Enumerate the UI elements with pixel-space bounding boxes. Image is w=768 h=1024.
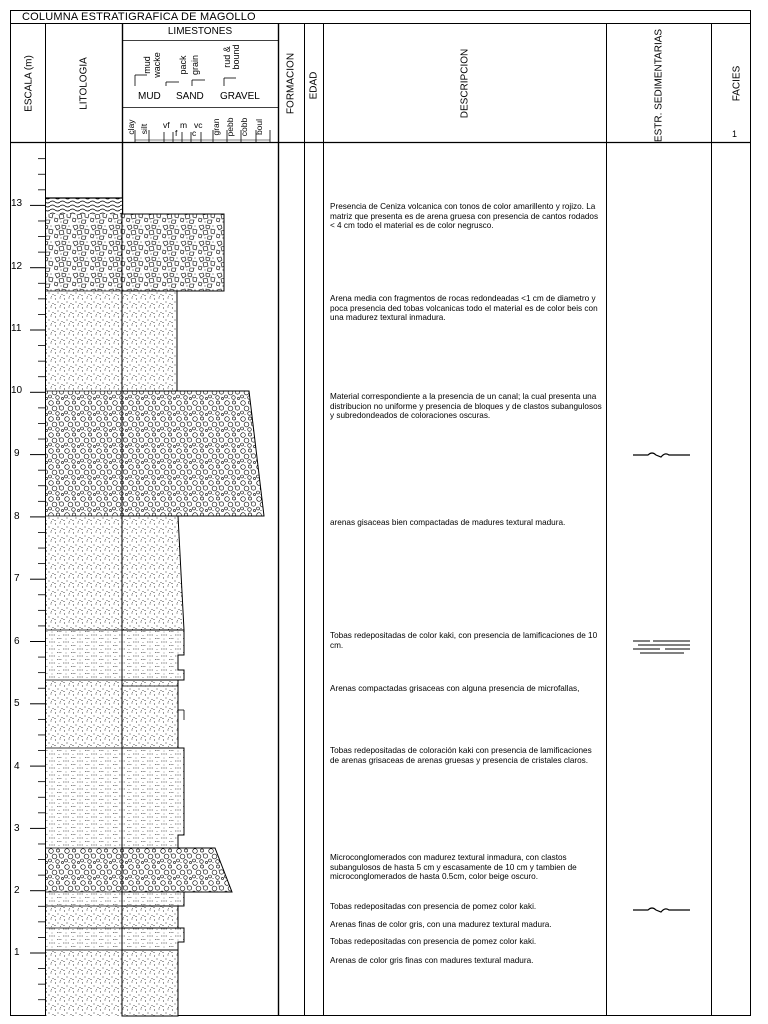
sand-layer-left-2 (46, 516, 122, 630)
scale-label-5: 5 (14, 698, 20, 709)
scale-label-7: 7 (14, 573, 20, 584)
scale-label-2: 2 (14, 885, 20, 896)
scale-label-3: 3 (14, 823, 20, 834)
grain-size-pebb: pebb (225, 117, 235, 137)
description-tobas-pomez-1: Tobas redepositadas con presencia de pomez color kaki. (330, 902, 537, 911)
description-tobas-lamificaciones: Tobas redepositadas de coloración kaki con presencia de lamificaciones de arenas grisaceas de arenas gruesas y presencia de cristales claros. (330, 746, 592, 765)
grain-group-sand: SAND (176, 91, 204, 102)
scale-label-11: 11 (11, 323, 22, 334)
description-microconglomerados: Microconglomerados con madurez textural inmadura, con clastos subangulosos de hasta 5 cm y escasamente de 10 cm y tambien de microconglomerados de hasta 0.5cm, color beige oscuro. (330, 853, 577, 882)
grain-group-mud: MUD (138, 91, 161, 102)
sand-layer-left-5 (46, 950, 122, 1016)
page-title: COLUMNA ESTRATIGRAFICA DE MAGOLLO (22, 11, 256, 23)
grain-size-c: c (192, 128, 197, 138)
tuff-layer-left (46, 630, 122, 680)
grain-size-boul: boul (254, 118, 264, 136)
sand-layer-left-3 (46, 680, 122, 748)
scale-label-6: 6 (14, 636, 20, 647)
description-canal: Material correspondiente a la presencia de un canal; la cual presenta una distribucion no uniforme y presencia de bloques y de clastos subangulosos y subredondeados de coloraciones oscuras. (330, 392, 602, 421)
grain-size-clay: clay (126, 119, 136, 135)
description-tobas-pomez-2: Tobas redepositadas con presencia de pomez color kaki. (330, 937, 537, 946)
scale-label-4: 4 (14, 761, 20, 772)
limestone-class-grain: grain (190, 55, 200, 76)
limestone-class-pack: pack (178, 55, 188, 75)
description-arenas-gisaceas: arenas gisaceas bien compactadas de madures textural madura. (330, 518, 566, 527)
estr-sedimentarias-header: ESTR. SEDIMENTARIAS (653, 28, 665, 143)
description-arena-media: Arena media con fragmentos de rocas redondeadas <1 cm de diametro y poca presencia ded tobas volcanicas todo el material es de color beis con una madurez textural inmadura. (330, 294, 598, 323)
edad-header: EDAD (308, 71, 320, 100)
formacion-header: FORMACION (285, 52, 297, 115)
scale-label-12: 12 (11, 261, 23, 272)
grain-size-gran: gran (211, 118, 221, 136)
facies-number: 1 (732, 129, 738, 139)
breccia-layer-left (46, 214, 122, 291)
limestone-class-wacke: wacke (152, 52, 162, 78)
grain-size-f: f (175, 128, 178, 138)
limestones-header: LIMESTONES (167, 26, 233, 37)
litologia-header: LITOLOGIA (78, 57, 90, 110)
grain-size-vf: vf (163, 120, 170, 130)
description-ceniza: Presencia de Ceniza volcanica con tonos de color amarillento y rojizo. La matriz que presenta es de arena gruesa con presencia de cantos rodados < 4 cm todo el material es de color negrusco. (330, 202, 599, 231)
grain-size-cobb: cobb (239, 117, 249, 137)
grain-group-gravel: GRAVEL (220, 91, 260, 102)
facies-header: FACIES (731, 65, 743, 102)
descripcion-header: DESCRIPCION (459, 48, 471, 119)
sand-layer-left-4 (46, 906, 122, 928)
scale-label-13: 13 (11, 198, 23, 209)
description-tobas-kaki: Tobas redepositadas de color kaki, con presencia de lamificaciones de 10 cm. (330, 631, 598, 650)
limestone-class-rud-bound: rud & bound (222, 44, 241, 70)
escala-header: ESCALA (m) (23, 55, 35, 112)
grain-size-silt: silt (139, 123, 149, 135)
tuff-layer-left-4 (46, 928, 122, 950)
scale-label-8: 8 (14, 511, 20, 522)
description-arenas-finas: Arenas finas de color gris, con una madurez textural madura. (330, 920, 552, 929)
limestone-class-mud: mud (142, 56, 152, 74)
lamination-icon (633, 641, 690, 653)
sand-layer-left (46, 291, 122, 391)
wavy-bedding-icon (633, 908, 690, 912)
grain-size-m: m (180, 120, 188, 130)
scale-label-9: 9 (14, 448, 20, 459)
scale-label-10: 10 (11, 385, 23, 396)
ash-layer-left (46, 198, 122, 214)
description-arenas-gris: Arenas de color gris finas con madures textural madura. (330, 956, 534, 965)
grain-size-vc: vc (194, 120, 203, 130)
tuff-layer-left-3 (46, 892, 122, 906)
description-arenas-compactadas: Arenas compactadas grisaceas con alguna presencia de microfallas, (330, 684, 580, 693)
tuff-layer-left-2 (46, 748, 122, 848)
scale-label-1: 1 (14, 947, 20, 958)
wavy-bedding-icon (633, 453, 690, 457)
conglomerate-layer-left-2 (46, 848, 122, 892)
conglomerate-layer-left (46, 391, 122, 516)
